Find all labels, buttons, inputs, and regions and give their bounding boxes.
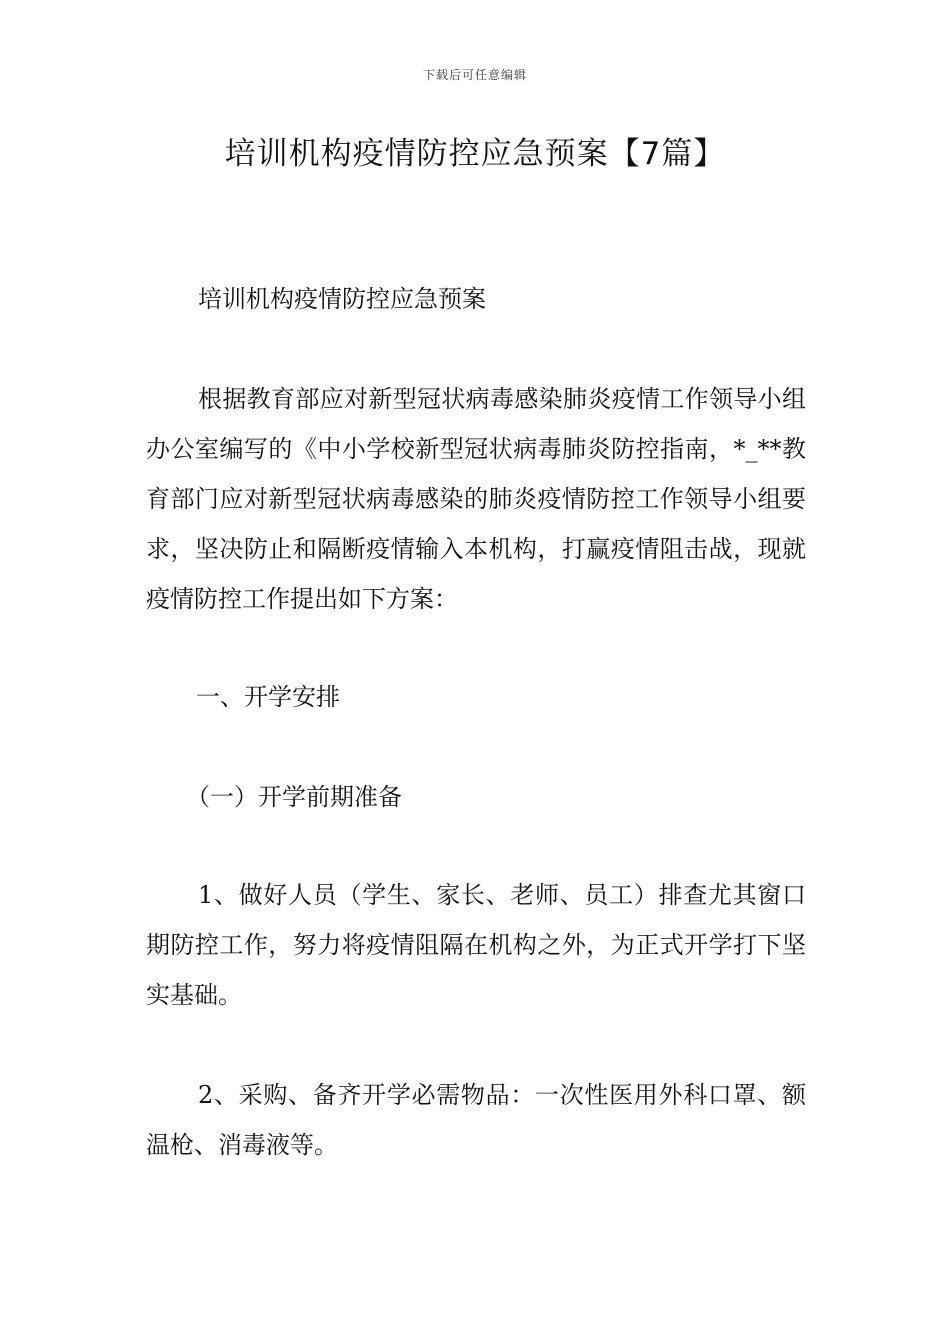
section-heading-1: 一、开学安排 [196, 683, 340, 711]
document-title: 培训机构疫情防控应急预案【7篇】 [224, 136, 726, 172]
list-item-2: 2、采购、备齐开学必需物品：一次性医用外科口罩、额温枪、消毒液等。 [146, 1081, 806, 1159]
intro-paragraph: 根据教育部应对新型冠状病毒感染肺炎疫情工作领导小组办公室编写的《中小学校新型冠状病毒肺炎防控指南，*_**教育部门应对新型冠状病毒感染的肺炎疫情防控工作领导小组要求，坚决防止和隔断疫情输入本机构，打赢疫情阻击战，现就疫情防控工作提出如下方案： [146, 385, 806, 613]
list-item-1: 1、做好人员（学生、家长、老师、员工）排查尤其窗口期防控工作，努力将疫情阻隔在机构之外，为正式开学打下坚实基础。 [146, 881, 806, 1009]
header-note: 下载后可任意编辑 [422, 68, 527, 82]
section-heading-1-1: （一）开学前期准备 [186, 783, 402, 811]
document-subtitle: 培训机构疫情防控应急预案 [198, 285, 486, 313]
